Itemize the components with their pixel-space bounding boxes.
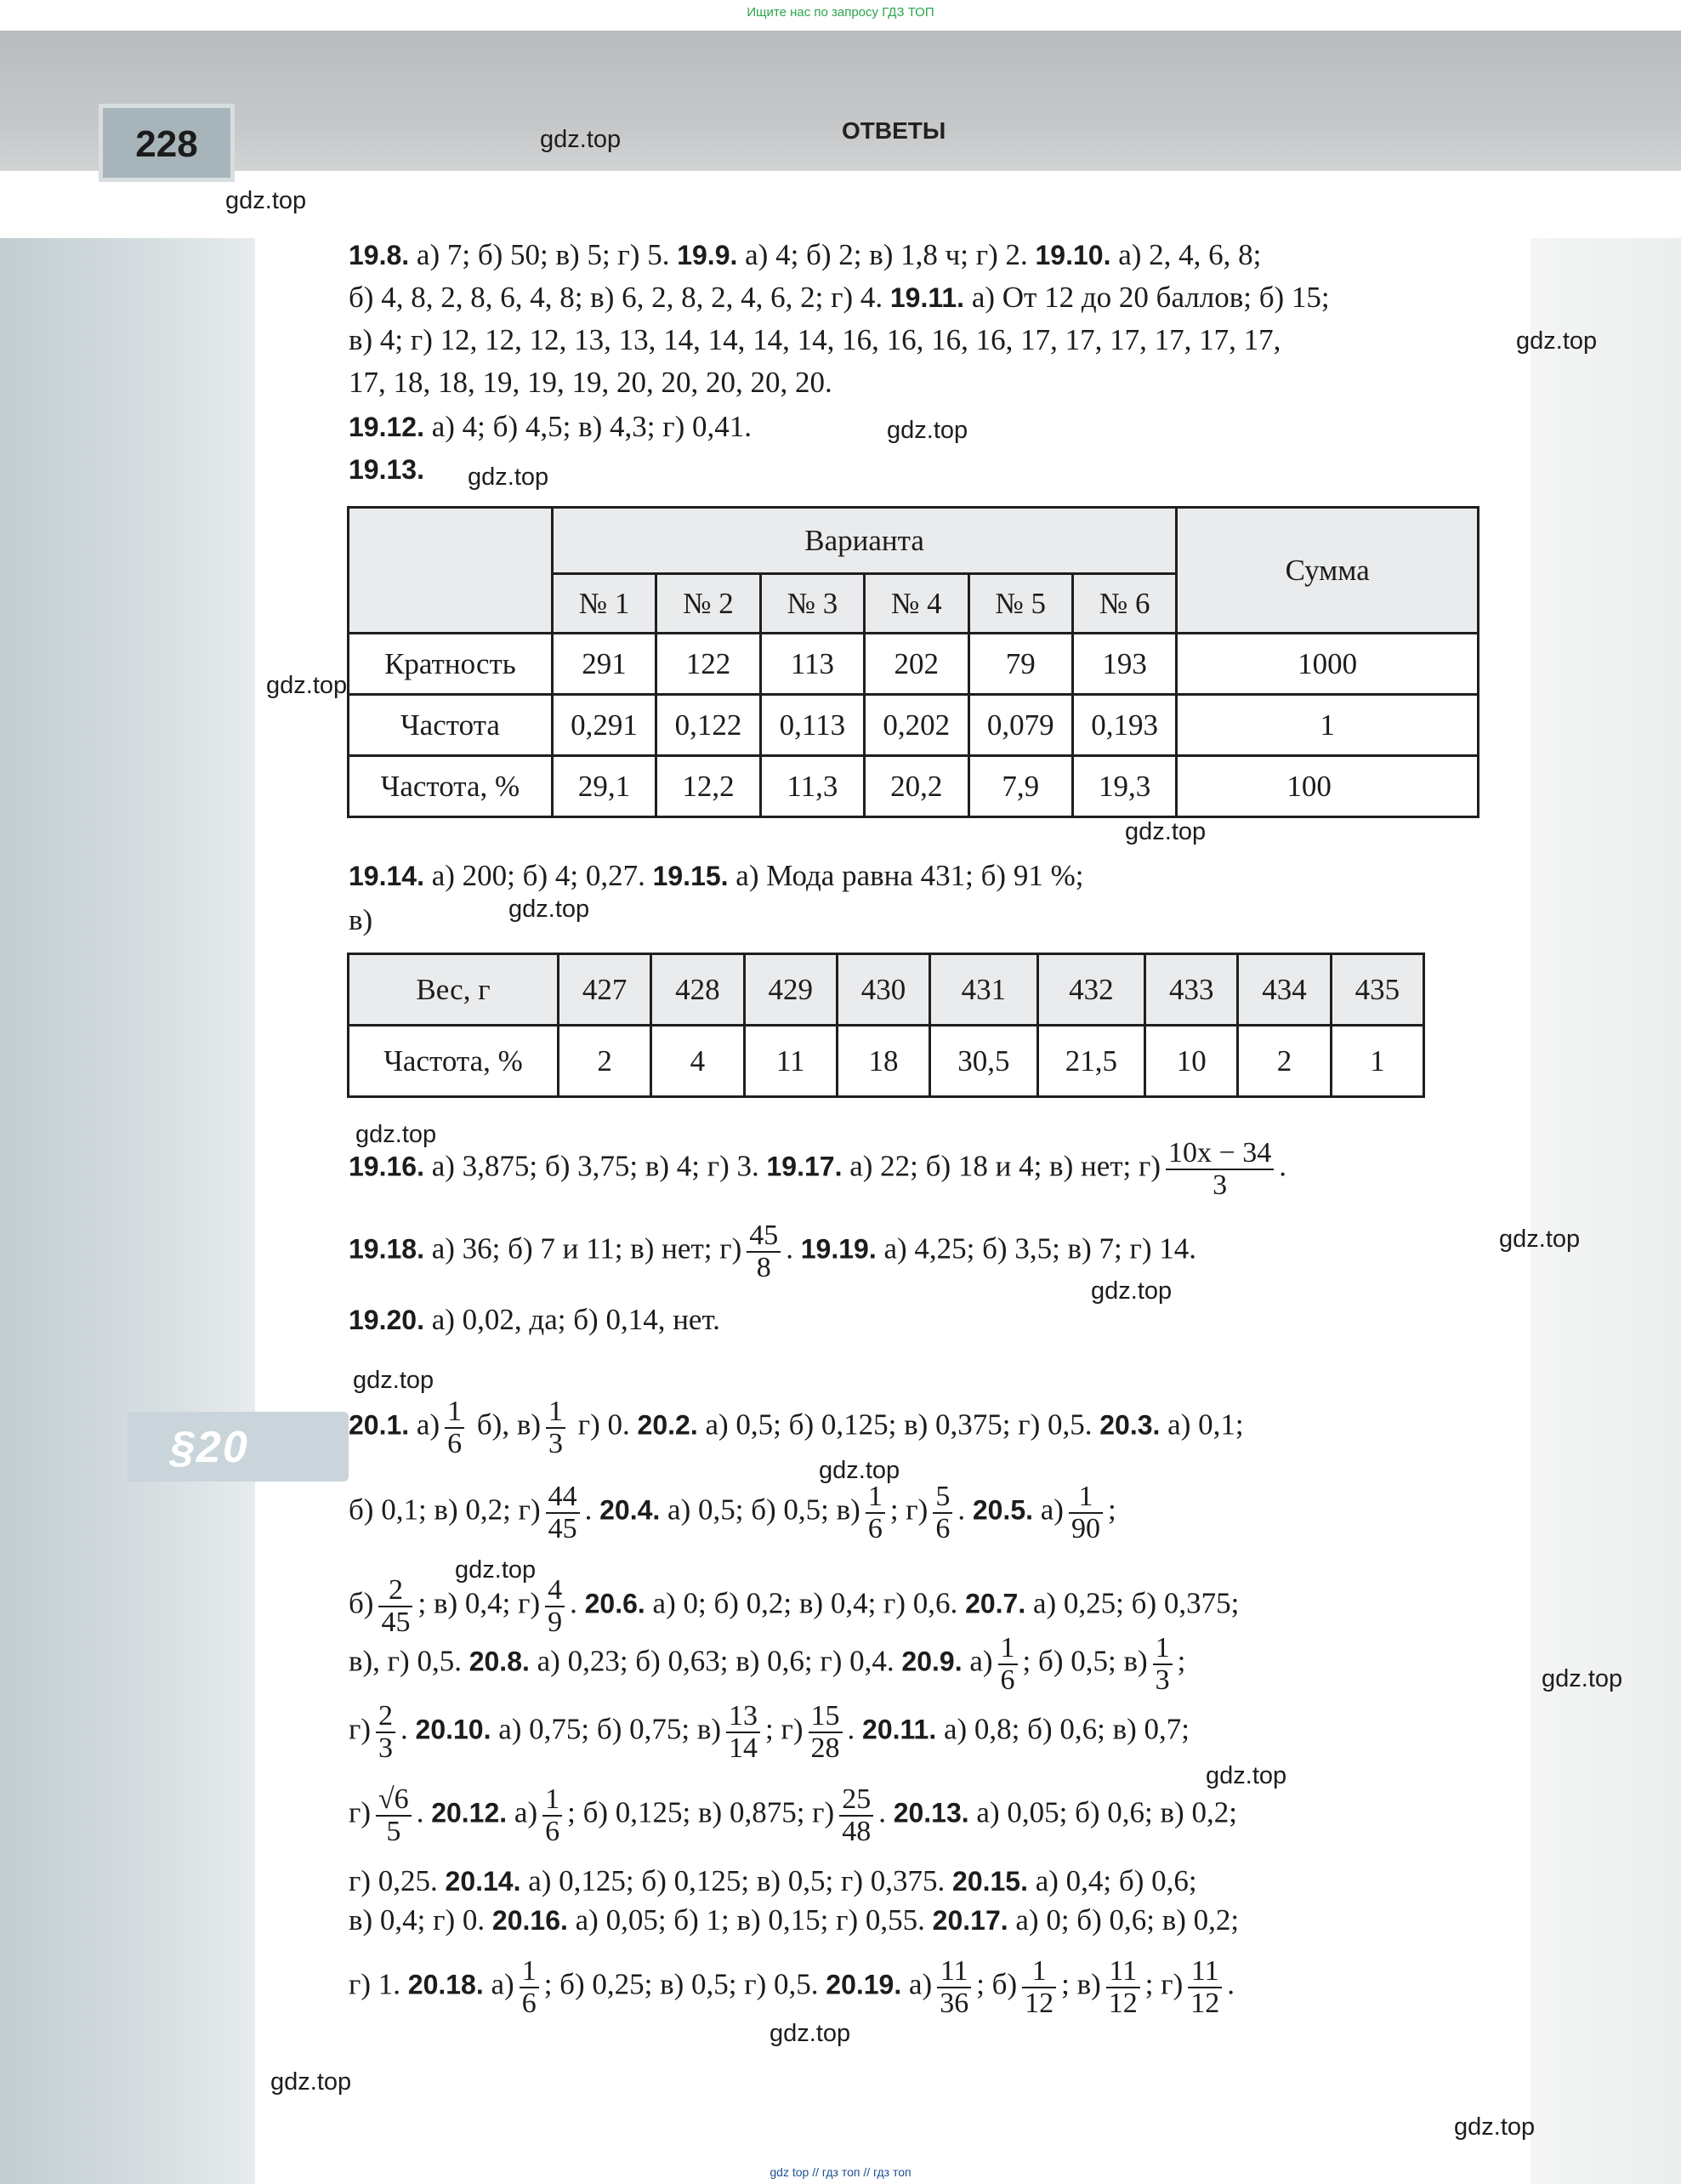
- table-cell: 291: [552, 634, 656, 695]
- answer-line: г) $\frac{√6}{5}$ . 20.12. а) $\frac{1}{6}$ ; б) 0,125; в) 0,875; г) $\frac{25}{48}$ . 20.13. а) 0,05; б) 0,6; в) 0,2;: [349, 1783, 1237, 1847]
- fraction: $\frac{1}{90}$: [1069, 1482, 1103, 1544]
- answer-line: в): [349, 903, 373, 936]
- answer-line: 19.8. а) 7; б) 50; в) 5; г) 5. 19.9. а) 4; б) 2; в) 1,8 ч; г) 2. 19.10. а) 2, 4, 6, 8;: [349, 238, 1262, 271]
- table-row: [349, 634, 1479, 695]
- row-label: Частота, %: [349, 1026, 559, 1097]
- table-cell: 434: [1238, 954, 1331, 1026]
- watermark: gdz.top: [1206, 1762, 1287, 1789]
- fraction: $\frac{1}{6}$: [998, 1633, 1018, 1695]
- table-cell: 0,113: [760, 695, 864, 756]
- watermark: gdz.top: [770, 2020, 851, 2047]
- answer-line: г) $\frac{2}{3}$ . 20.10. а) 0,75; б) 0,75; в) $\frac{13}{14}$ ; г) $\frac{15}{28}$ . 20.11. а) 0,8; б) 0,6; в) 0,7;: [349, 1700, 1190, 1764]
- page-number-box: [99, 104, 235, 182]
- table-cell: 0,291: [552, 695, 656, 756]
- table-cell: 113: [760, 634, 864, 695]
- watermark: gdz.top: [819, 1457, 900, 1484]
- table-cell: 0,122: [656, 695, 760, 756]
- table-cell: 428: [651, 954, 744, 1026]
- top-note: Ищите нас по запросу ГДЗ ТОП: [747, 5, 934, 20]
- table-cell: 427: [559, 954, 651, 1026]
- table-corner-cell: [349, 508, 553, 634]
- watermark: gdz.top: [1499, 1226, 1581, 1253]
- watermark: gdz.top: [1542, 1665, 1623, 1692]
- fraction: $\frac{5}{6}$: [933, 1482, 952, 1544]
- fraction: $\frac{10x - 34}{3}$: [1166, 1138, 1274, 1200]
- page-number: 228: [135, 123, 198, 165]
- table-cell: 122: [656, 634, 760, 695]
- table-cell: 429: [744, 954, 837, 1026]
- fraction: $\frac{1}{3}$: [1153, 1633, 1173, 1695]
- answer-line: б) $\frac{2}{45}$ ; в) 0,4; г) $\frac{4}{9}$ . 20.6. а) 0; б) 0,2; в) 0,4; г) 0,6. 20.7. а) 0,25; б) 0,375;: [349, 1574, 1240, 1638]
- table-cell: 4: [651, 1026, 744, 1097]
- watermark: gdz.top: [225, 187, 307, 214]
- fraction: $\frac{2}{45}$: [378, 1575, 412, 1637]
- answer-line: 20.1. а) $\frac{1}{6}$ б), в) $\frac{1}{3}$ г) 0. 20.2. а) 0,5; б) 0,125; в) 0,375; г) 0,5. 20.3. а) 0,1;: [349, 1396, 1244, 1459]
- watermark: gdz.top: [1091, 1277, 1173, 1305]
- answer-line: 19.13.: [349, 454, 424, 485]
- table-cell: 0,193: [1072, 695, 1176, 756]
- running-head: ОТВЕТЫ: [842, 117, 946, 144]
- variant-header: № 1: [552, 574, 656, 634]
- fraction: $\frac{25}{48}$: [839, 1784, 873, 1846]
- table-cell: 432: [1037, 954, 1145, 1026]
- fraction: $\frac{1}{6}$: [520, 1956, 539, 2018]
- fraction: $\frac{11}{12}$: [1106, 1956, 1140, 2018]
- watermark: gdz.top: [455, 1556, 537, 1584]
- fraction: $\frac{√6}{5}$: [376, 1784, 412, 1846]
- table-cell: 435: [1331, 954, 1423, 1026]
- answer-line: г) 1. 20.18. а) $\frac{1}{6}$ ; б) 0,25; в) 0,5; г) 0,5. 20.19. а) $\frac{11}{36}$ ; б) $\frac{1}{12}$ ; в) $\frac{11}{12}$ ; г) $\frac{11}{12}$ .: [349, 1955, 1235, 2019]
- fraction: $\frac{11}{12}$: [1188, 1956, 1222, 2018]
- fraction: $\frac{1}{6}$: [542, 1784, 562, 1846]
- watermark: gdz.top: [270, 2068, 352, 2096]
- fraction: $\frac{15}{28}$: [809, 1701, 843, 1763]
- watermark: gdz.top: [1516, 327, 1598, 355]
- table-row: [349, 954, 1424, 1026]
- table-cell: 202: [865, 634, 968, 695]
- watermark: gdz.top: [355, 1121, 437, 1148]
- table-row: [349, 1026, 1424, 1097]
- table-cell: 79: [968, 634, 1072, 695]
- table-cell: 430: [837, 954, 929, 1026]
- table-cell: 21,5: [1037, 1026, 1145, 1097]
- watermark: gdz.top: [468, 464, 549, 491]
- sum-header: Сумма: [1177, 508, 1479, 634]
- row-label: Частота: [349, 695, 553, 756]
- answer-line: г) 0,25. 20.14. а) 0,125; б) 0,125; в) 0,5; г) 0,375. 20.15. а) 0,4; б) 0,6;: [349, 1864, 1197, 1897]
- variant-header: № 4: [865, 574, 968, 634]
- table-cell: 10: [1145, 1026, 1238, 1097]
- left-margin-band: [0, 238, 255, 2184]
- table-cell: 1: [1331, 1026, 1423, 1097]
- table-cell: 0,202: [865, 695, 968, 756]
- answer-line: 19.14. а) 200; б) 4; 0,27. 19.15. а) Мода равна 431; б) 91 %;: [349, 859, 1084, 892]
- table-cell: 2: [559, 1026, 651, 1097]
- row-label: Частота, %: [349, 756, 553, 817]
- answer-line: 19.20. а) 0,02, да; б) 0,14, нет.: [349, 1303, 720, 1336]
- answer-line: 19.16. а) 3,875; б) 3,75; в) 4; г) 3. 19.17. а) 22; б) 18 и 4; в) нет; г) $\frac{10x - 34}{3}$ .: [349, 1137, 1286, 1201]
- answer-line: в) 0,4; г) 0. 20.16. а) 0,05; б) 1; в) 0,15; г) 0,55. 20.17. а) 0; б) 0,6; в) 0,2;: [349, 1903, 1240, 1937]
- right-margin-band: [1531, 238, 1681, 2184]
- watermark: gdz.top: [353, 1367, 434, 1394]
- table-row: [349, 695, 1479, 756]
- fraction: $\frac{11}{36}$: [937, 1956, 971, 2018]
- watermark: gdz.top: [1454, 2113, 1536, 2141]
- answer-line: 17, 18, 18, 19, 19, 19, 20, 20, 20, 20, 20.: [349, 366, 832, 399]
- fraction: $\frac{1}{3}$: [546, 1396, 565, 1459]
- answer-line: 19.12. а) 4; б) 4,5; в) 4,3; г) 0,41.: [349, 410, 752, 443]
- variant-header: № 5: [968, 574, 1072, 634]
- fraction: $\frac{44}{45}$: [546, 1482, 580, 1544]
- answer-line: б) 0,1; в) 0,2; г) $\frac{44}{45}$ . 20.4. а) 0,5; б) 0,5; в) $\frac{1}{6}$ ; г) $\frac{5}{6}$ . 20.5. а) $\frac{1}{90}$ ;: [349, 1481, 1116, 1544]
- table-cell: 20,2: [865, 756, 968, 817]
- table-cell: 11,3: [760, 756, 864, 817]
- fraction: $\frac{4}{9}$: [545, 1575, 565, 1637]
- fraction: $\frac{13}{14}$: [726, 1701, 760, 1763]
- variant-header: № 2: [656, 574, 760, 634]
- sum-cell: 1: [1177, 695, 1479, 756]
- variants-table: [347, 506, 1479, 818]
- table-cell: 19,3: [1072, 756, 1176, 817]
- sum-value: 100: [1286, 769, 1332, 803]
- section-label: §20: [170, 1423, 249, 1472]
- fraction: $\frac{1}{12}$: [1022, 1956, 1056, 2018]
- fraction: $\frac{1}{6}$: [445, 1396, 464, 1459]
- answer-line: в) 4; г) 12, 12, 12, 13, 13, 14, 14, 14, 14, 16, 16, 16, 16, 17, 17, 17, 17, 17, 17,: [349, 323, 1281, 356]
- group-header: Варианта: [552, 508, 1177, 574]
- fraction: $\frac{1}{6}$: [866, 1482, 885, 1544]
- table-cell: 431: [930, 954, 1038, 1026]
- fraction: $\frac{2}{3}$: [376, 1701, 395, 1763]
- row-label: Вес, г: [349, 954, 559, 1026]
- header-band: [0, 31, 1681, 171]
- answer-line: б) 4, 8, 2, 8, 6, 4, 8; в) 6, 2, 8, 2, 4, 6, 2; г) 4. 19.11. а) От 12 до 20 баллов; б) 15;: [349, 281, 1330, 314]
- table-cell: 0,079: [968, 695, 1072, 756]
- watermark: gdz.top: [540, 126, 622, 153]
- variant-header: № 6: [1072, 574, 1176, 634]
- variant-header: № 3: [760, 574, 864, 634]
- watermark: gdz.top: [1125, 818, 1207, 845]
- table-cell: 7,9: [968, 756, 1072, 817]
- table-cell: 29,1: [552, 756, 656, 817]
- table-cell: 12,2: [656, 756, 760, 817]
- table-cell: 433: [1145, 954, 1238, 1026]
- watermark: gdz.top: [887, 417, 968, 444]
- table-cell: 193: [1072, 634, 1176, 695]
- watermark: gdz.top: [266, 672, 348, 699]
- table-cell: 18: [837, 1026, 929, 1097]
- table-cell: 30,5: [930, 1026, 1038, 1097]
- table-row: [349, 756, 1479, 817]
- table-cell: 2: [1238, 1026, 1331, 1097]
- row-label: Кратность: [349, 634, 553, 695]
- answer-line: 19.18. а) 36; б) 7 и 11; в) нет; г) $\frac{45}{8}$ . 19.19. а) 4,25; б) 3,5; в) 7; г) 14.: [349, 1220, 1196, 1283]
- watermark: gdz.top: [508, 896, 590, 923]
- sum-cell: [1177, 756, 1479, 817]
- footer-note: gdz top // гдз топ // гдз топ: [770, 2165, 911, 2179]
- answer-line: в), г) 0,5. 20.8. а) 0,23; б) 0,63; в) 0,6; г) 0,4. 20.9. а) $\frac{1}{6}$ ; б) 0,5; в) $\frac{1}{3}$ ;: [349, 1632, 1186, 1696]
- weight-table: [347, 953, 1425, 1098]
- sum-cell: 1000: [1177, 634, 1479, 695]
- fraction: $\frac{45}{8}$: [747, 1220, 781, 1283]
- table-cell: 11: [744, 1026, 837, 1097]
